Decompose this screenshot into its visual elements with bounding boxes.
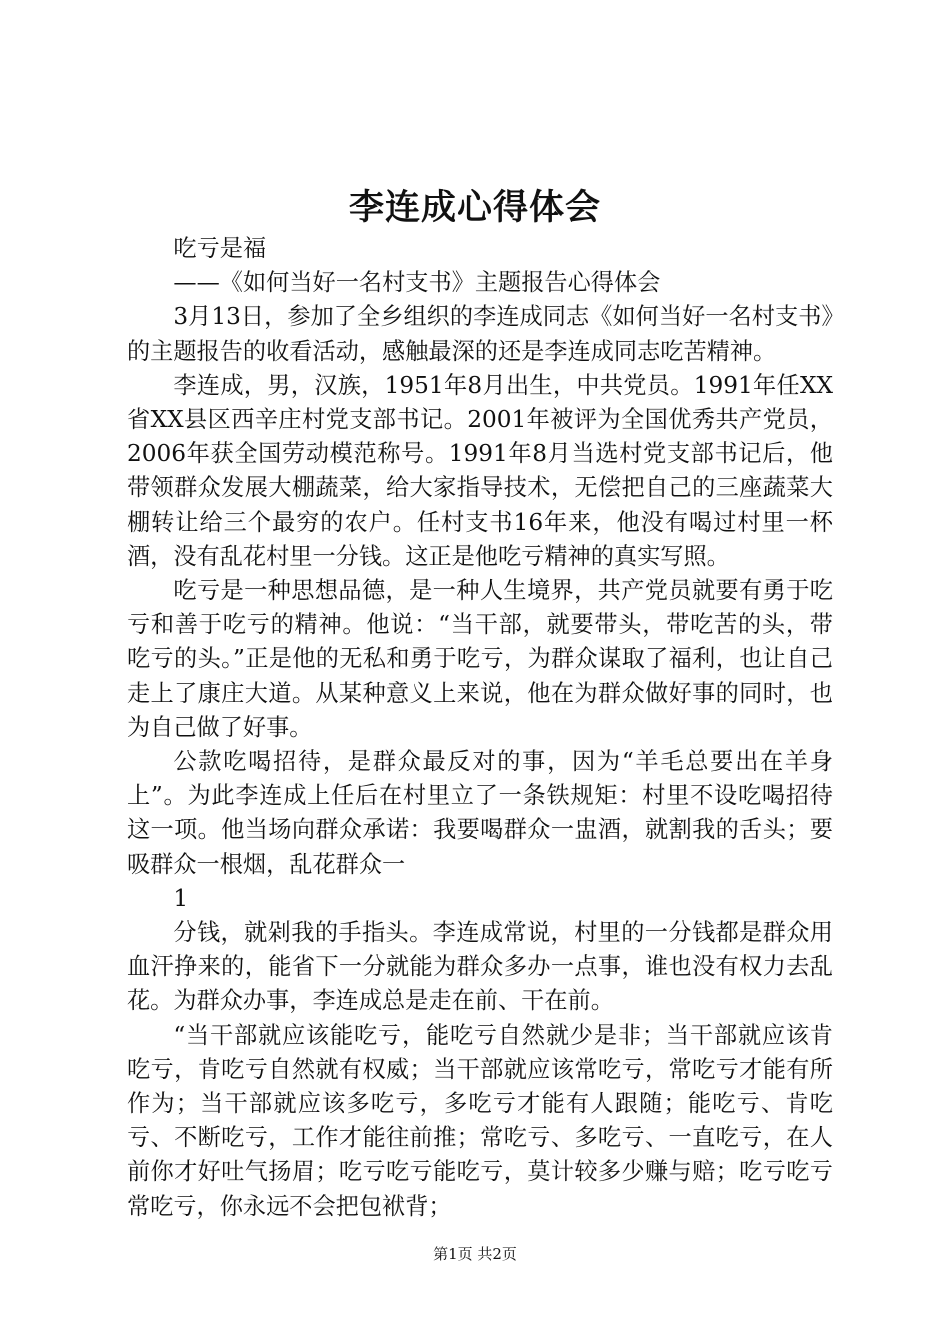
subtitle-line: 吃亏是福: [173, 235, 267, 262]
paragraph: 3月13日，参加了全乡组织的李连成同志《如何当好一名村支书》的主题报告的收看活动，感触最深的还是李连成同志吃苦精神。: [127, 303, 833, 365]
paragraph: “当干部就应该能吃亏，能吃亏自然就少是非；当干部就应该肯吃亏，肯吃亏自然就有权威；当干部就应该常吃亏，常吃亏才能有所作为；当干部就应该多吃亏，多吃亏才能有人跟随；能吃亏、肯吃亏、不断吃亏，工作才能往前推；常吃亏、多吃亏、一直吃亏，在人前你才好吐气扬眉；吃亏吃亏能吃亏，莫计较多少赚与赔；吃亏吃亏常吃亏，你永远不会把包袱背；: [127, 1021, 833, 1220]
paragraph: 吃亏是一种思想品德，是一种人生境界，共产党员就要有勇于吃亏和善于吃亏的精神。他说：“当干部，就要带头，带吃苦的头，带吃亏的头。”正是他的无私和勇于吃亏，为群众谋取了福利，也让自己走上了康庄大道。从某种意义上来说，他在为群众做好事的同时，也为自己做了好事。: [127, 577, 833, 741]
paragraph: 李连成，男，汉族，1951年8月出生，中共党员。1991年任XX省XX县区西辛庄村党支部书记。2001年被评为全国优秀共产党员，2006年获全国劳动模范称号。1991年8月当选村党支部书记后，他带领群众发展大棚蔬菜，给大家指导技术，无偿把自己的三座蔬菜大棚转让给三个最穷的农户。任村支书16年来，他没有喝过村里一杯酒，没有乱花村里一分钱。这正是他吃亏精神的真实写照。: [127, 371, 833, 570]
inline-page-number: 1: [173, 884, 189, 912]
paragraph: 公款吃喝招待，是群众最反对的事，因为“羊毛总要出在羊身上”。为此李连成上任后在村里立了一条铁规矩：村里不设吃喝招待这一项。他当场向群众承诺：我要喝群众一盅酒，就割我的舌头；要吸群众一根烟，乱花群众一: [127, 748, 833, 878]
document-body: [127, 232, 833, 1224]
page-footer: 第1页 共2页: [433, 1245, 517, 1263]
paragraph: 分钱，就剁我的手指头。李连成常说，村里的一分钱都是群众用血汗挣来的，能省下一分就能为群众多办一点事，谁也没有权力去乱花。为群众办事，李连成总是走在前、干在前。: [127, 919, 833, 1015]
report-subtitle: ——《如何当好一名村支书》主题报告心得体会: [173, 269, 661, 297]
document-title: 李连成心得体会: [348, 187, 601, 228]
